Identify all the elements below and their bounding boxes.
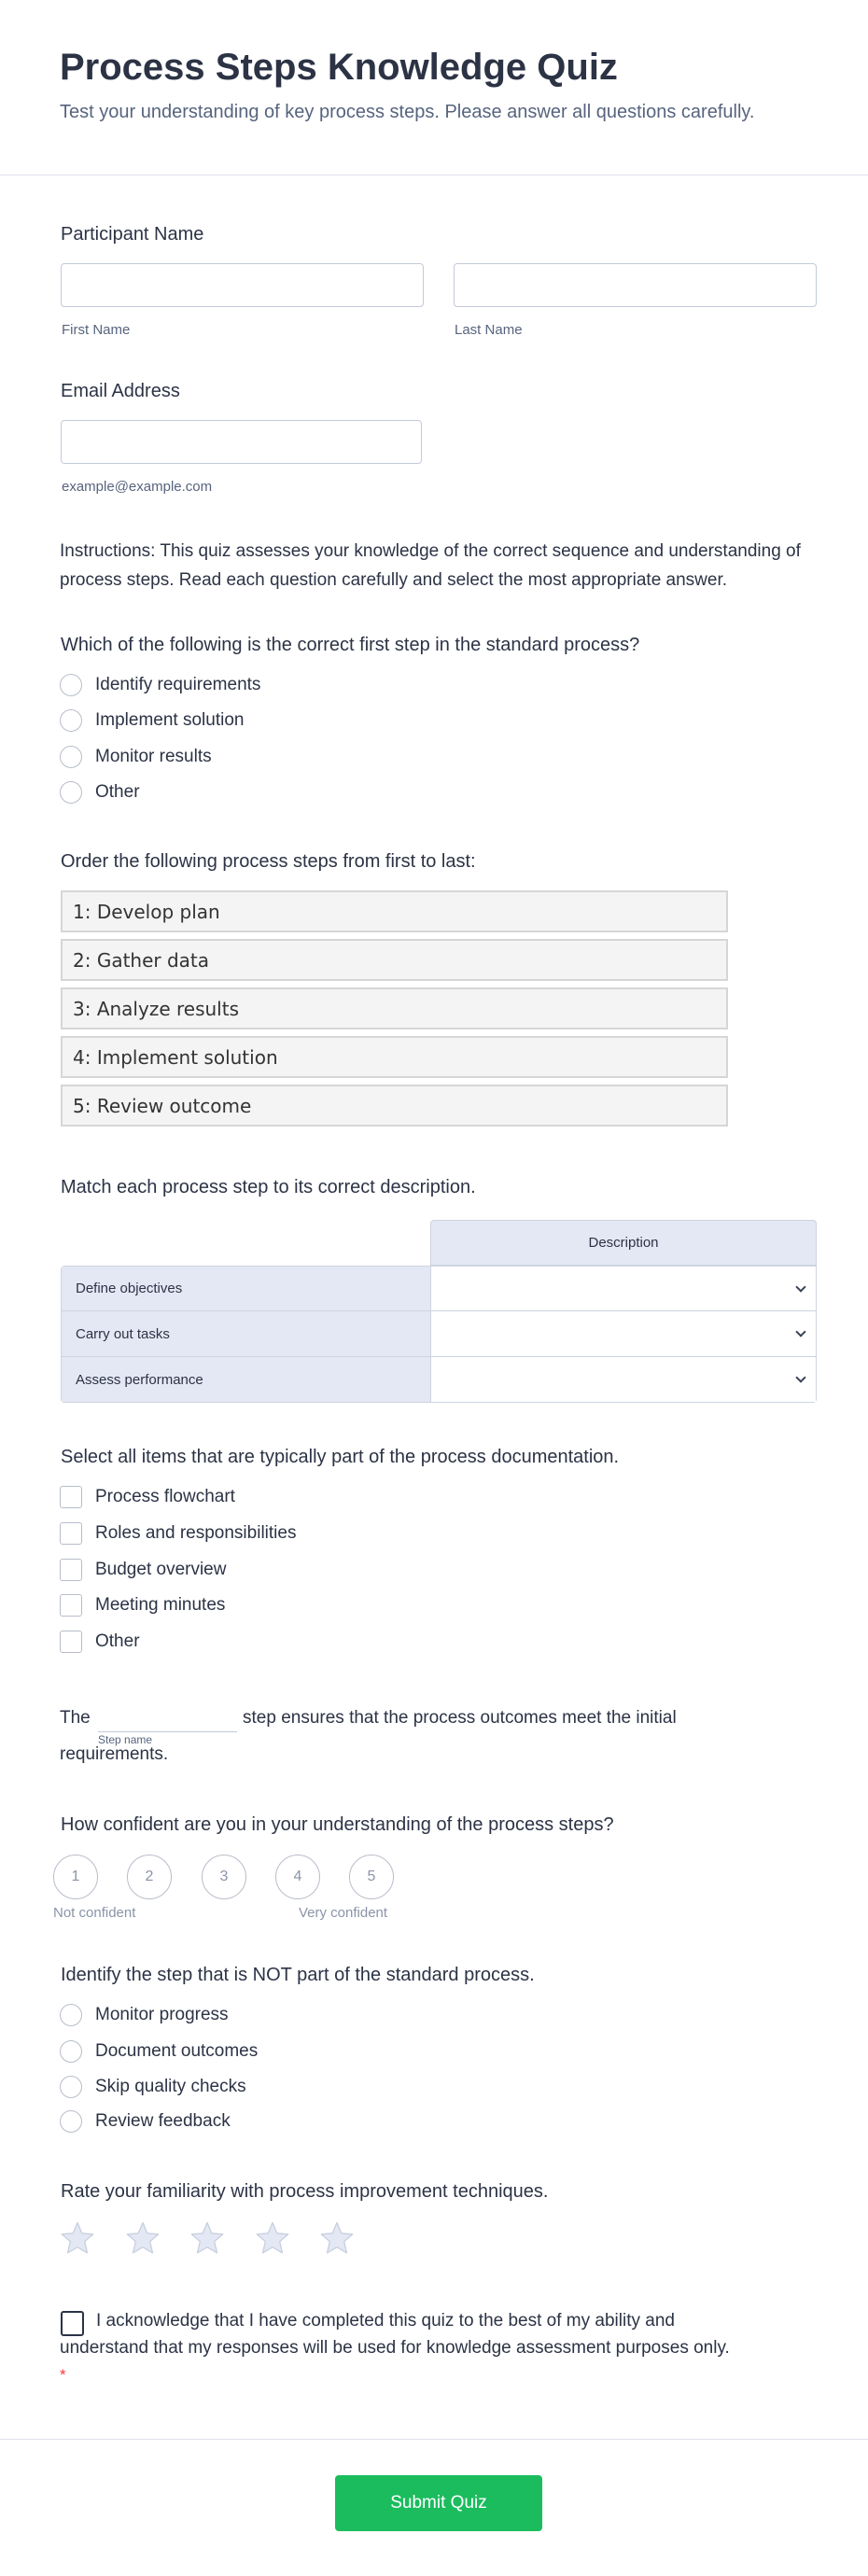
email-label: Email Address: [61, 381, 180, 401]
q4-label: Select all items that are typically part of the process documentation.: [61, 1447, 620, 1467]
required-mark: *: [60, 2366, 66, 2384]
q1-option[interactable]: [60, 743, 212, 771]
radio-button[interactable]: [60, 781, 82, 804]
star-icon[interactable]: [318, 2219, 356, 2257]
page-title: Process Steps Knowledge Quiz: [60, 47, 618, 88]
option-label: Other: [95, 782, 140, 802]
radio-button[interactable]: [60, 2004, 82, 2026]
star-icon[interactable]: [189, 2219, 226, 2257]
option-label: Monitor results: [95, 747, 212, 766]
q4-option[interactable]: [60, 1556, 226, 1584]
checkbox[interactable]: [60, 1559, 82, 1581]
matrix-row: [61, 1357, 817, 1403]
email-sublabel: example@example.com: [62, 479, 213, 495]
q5-text-after-2: requirements.: [60, 1744, 169, 1764]
first-name-sublabel: First Name: [62, 322, 131, 338]
option-label: Budget overview: [95, 1560, 227, 1579]
star-icon[interactable]: [124, 2219, 161, 2257]
q1-label: Which of the following is the correct first step in the standard process?: [61, 635, 640, 655]
q7-label: Identify the step that is NOT part of the standard process.: [61, 1965, 535, 1985]
q7-option[interactable]: [60, 2073, 246, 2101]
q5-text-after: step ensures that the process outcomes meet the initial: [243, 1708, 677, 1728]
option-label: Review feedback: [95, 2111, 231, 2131]
radio-button[interactable]: [60, 2110, 82, 2133]
rank-item[interactable]: 4: Implement solution: [61, 1036, 728, 1078]
scale-max-label: Very confident: [299, 1905, 388, 1921]
star-icon[interactable]: [254, 2219, 291, 2257]
first-name-input[interactable]: [61, 263, 424, 307]
q7-option[interactable]: [60, 2037, 258, 2065]
scale-option-1[interactable]: 1: [53, 1855, 98, 1899]
q4-option[interactable]: [60, 1591, 225, 1619]
option-label: Process flowchart: [95, 1487, 235, 1506]
step-name-sublabel: Step name: [98, 1733, 153, 1746]
q4-option[interactable]: [60, 1519, 296, 1547]
q1-option[interactable]: [60, 671, 260, 699]
checkbox[interactable]: [60, 1486, 82, 1508]
option-label: Monitor progress: [95, 2005, 229, 2024]
q1-option[interactable]: [60, 707, 244, 735]
matrix-column-header: Description: [430, 1220, 817, 1266]
q4-option[interactable]: [60, 1483, 235, 1511]
q8-label: Rate your familiarity with process improvement techniques.: [61, 2181, 549, 2202]
rank-item[interactable]: 5: Review outcome: [61, 1085, 728, 1127]
option-label: Roles and responsibilities: [95, 1523, 297, 1543]
chevron-down-icon: [795, 1372, 805, 1382]
email-input[interactable]: [61, 420, 422, 464]
matrix-row: [61, 1311, 817, 1357]
matrix-row: [61, 1266, 817, 1311]
radio-button[interactable]: [60, 2040, 82, 2063]
instructions-text: Instructions: This quiz assesses your knowledge of the correct sequence and understanding of process steps. Read each question carefully and select the most appropriate answer.: [60, 541, 801, 590]
q5-text-before: The: [60, 1708, 91, 1728]
last-name-input[interactable]: [454, 263, 817, 307]
last-name-sublabel: Last Name: [455, 322, 523, 338]
participant-name-label: Participant Name: [61, 224, 204, 245]
checkbox[interactable]: [60, 1522, 82, 1545]
option-label: Implement solution: [95, 710, 245, 730]
radio-button[interactable]: [60, 674, 82, 696]
matrix-row-label: Assess performance: [62, 1357, 431, 1402]
option-label: Identify requirements: [95, 675, 261, 694]
description-dropdown[interactable]: [431, 1357, 816, 1402]
description-dropdown[interactable]: [431, 1267, 816, 1310]
checkbox[interactable]: [60, 1594, 82, 1617]
q2-label: Order the following process steps from first to last:: [61, 851, 476, 872]
radio-button[interactable]: [60, 2076, 82, 2098]
option-label: Other: [95, 1631, 140, 1651]
scale-option-4[interactable]: 4: [275, 1855, 320, 1899]
option-label: Skip quality checks: [95, 2077, 246, 2096]
scale-min-label: Not confident: [53, 1905, 136, 1921]
page-subtitle: Test your understanding of key process steps. Please answer all questions carefully.: [60, 102, 755, 122]
matrix-row-label: Carry out tasks: [62, 1311, 431, 1356]
rank-item[interactable]: 2: Gather data: [61, 939, 728, 981]
footer-divider: [0, 2439, 868, 2440]
acknowledge-text: [60, 2307, 732, 2395]
radio-button[interactable]: [60, 709, 82, 732]
rank-item[interactable]: 1: Develop plan: [61, 890, 728, 932]
star-icon[interactable]: [59, 2219, 96, 2257]
q7-option[interactable]: [60, 2107, 231, 2135]
checkbox[interactable]: [60, 1631, 82, 1653]
scale-option-5[interactable]: 5: [349, 1855, 394, 1899]
scale-option-3[interactable]: 3: [202, 1855, 246, 1899]
option-label: Meeting minutes: [95, 1595, 226, 1615]
matrix-row-label: Define objectives: [62, 1267, 431, 1310]
chevron-down-icon: [795, 1281, 805, 1292]
q6-label: How confident are you in your understanding of the process steps?: [61, 1814, 614, 1835]
q1-option[interactable]: [60, 778, 140, 806]
chevron-down-icon: [795, 1326, 805, 1337]
option-label: Document outcomes: [95, 2041, 259, 2061]
submit-button[interactable]: Submit Quiz: [335, 2475, 542, 2531]
q4-option[interactable]: [60, 1628, 140, 1656]
scale-option-2[interactable]: 2: [127, 1855, 172, 1899]
rank-item[interactable]: 3: Analyze results: [61, 987, 728, 1029]
acknowledge-label: I acknowledge that I have completed this quiz to the best of my ability and understand that my responses will be used for knowledge assessment purposes only.: [60, 2311, 730, 2358]
description-dropdown[interactable]: [431, 1311, 816, 1356]
q3-label: Match each process step to its correct description.: [61, 1177, 476, 1197]
step-name-input[interactable]: [98, 1704, 237, 1732]
radio-button[interactable]: [60, 746, 82, 768]
q7-option[interactable]: [60, 2001, 229, 2029]
